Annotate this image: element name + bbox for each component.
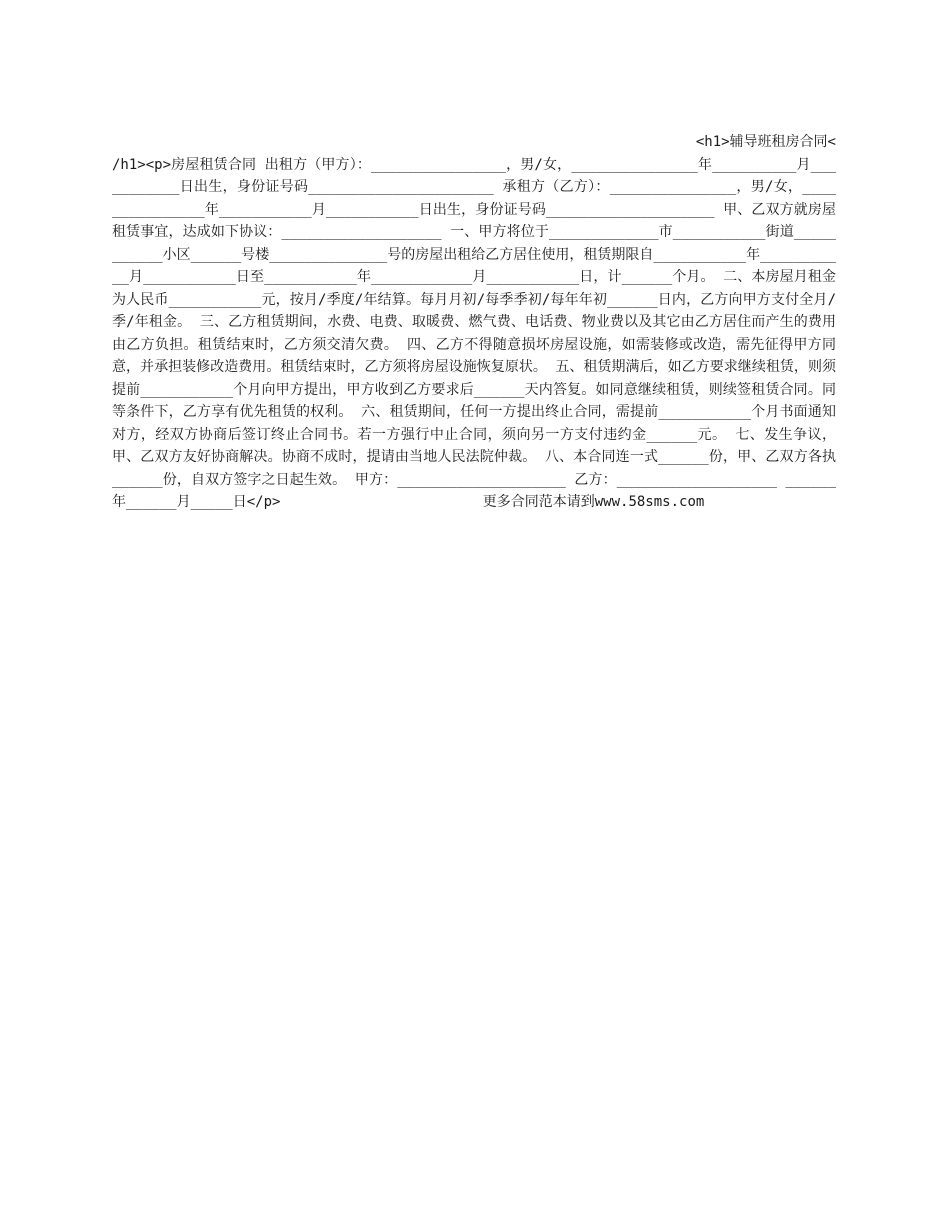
document-heading: <h1>辅导班租房合同<	[695, 134, 836, 150]
contract-body: /h1><p>房屋租赁合同 出租方（甲方）：________________，男/女，_______________年__________月___________日出生，身份证号码______________________ 承租方（乙方）：_______________，男/女，_______________年___________月___________日出生，身份证号码____________________ 甲、乙双方就房屋租赁事宜，达成如下协议：___________________ 一、甲方将位于_____________市___________街道___________小区______号楼______________号的房屋出租给乙方居住使用，租赁期限自___________年___________月___________日至___________年____________月___________日，计______个月。 二、本房屋月租金为人民币___________元，按月/季度/年结算。每月月初/每季季初/每年年初______日内，乙方向甲方支付全月/季/年租金。 三、乙方租赁期间，水费、电费、取暖费、燃气费、电话费、物业费以及其它由乙方居住而产生的费用由乙方负担。租赁结束时，乙方须交清欠费。 四、乙方不得随意损坏房屋设施，如需装修或改造，需先征得甲方同意，并承担装修改造费用。租赁结束时，乙方须将房屋设施恢复原状。 五、租赁期满后，如乙方要求继续租赁，则须提前___________个月向甲方提出，甲方收到乙方要求后______天内答复。如同意继续租赁，则续签租赁合同。同等条件下，乙方享有优先租赁的权利。 六、租赁期间，任何一方提出终止合同，需提前___________个月书面通知对方，经双方协商后签订终止合同书。若一方强行中止合同，须向另一方支付违约金______元。 七、发生争议，甲、乙双方友好协商解决。协商不成时，提请由当地人民法院仲裁。 八、本合同连一式______份，甲、乙双方各执______份，自双方签字之日起生效。 甲方：____________________ 乙方：___________________ ______年______月_____日</p>	[112, 156, 836, 510]
contract-text	[112, 131, 836, 514]
footer-note: 更多合同范本请到www.58sms.com	[280, 494, 705, 510]
